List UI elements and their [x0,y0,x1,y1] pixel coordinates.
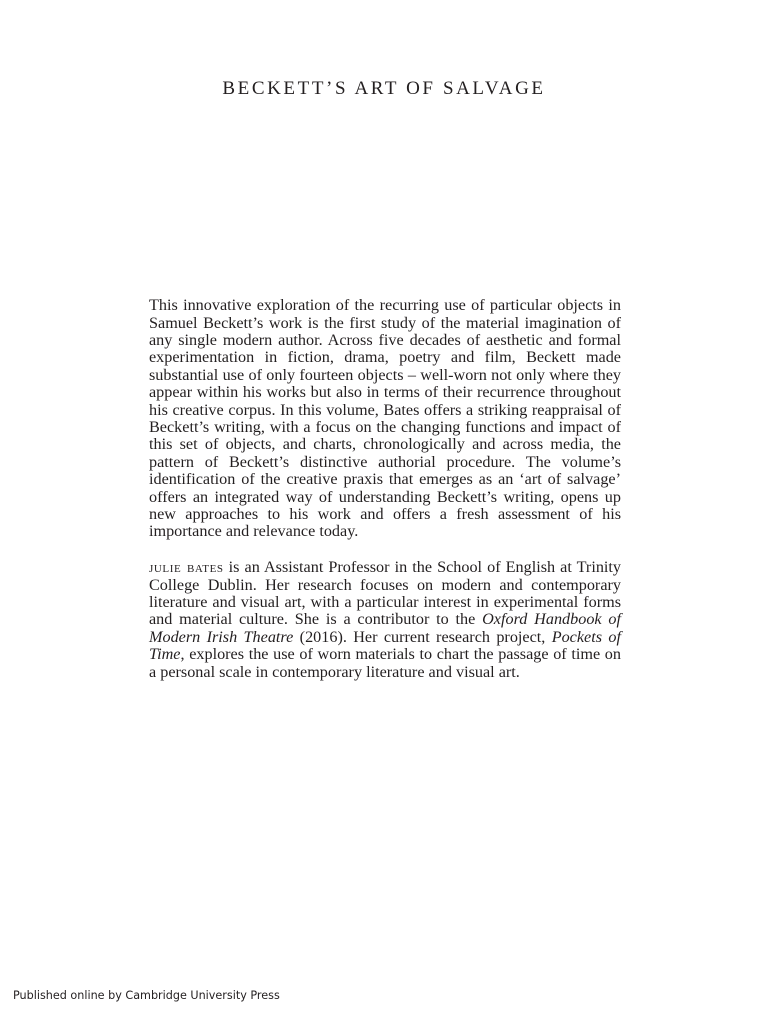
bio-text-part-2: (2016). Her current research project, [293,627,552,646]
book-title: BECKETT’S ART OF SALVAGE [222,78,546,99]
publisher-footer: Published online by Cambridge University Press [13,989,280,1002]
book-description: This innovative exploration of the recurring use of particular objects in Samuel Beckett’s work is the first study of the material imagination of any single modern author. Across five decades of aesthetic and formal experimentation in fiction, drama, poetry and film, Beckett made substantial use of only fourteen objects – well-worn not only where they appear within his works but also in terms of their recurrence throughout his creative corpus. In this volume, Bates offers a striking reappraisal of Beckett’s writing, with a focus on the changing functions and impact of this set of objects, and charts, chronologically and across media, the pattern of Beckett’s distinctive authorial procedure. The volume’s identification of the creative praxis that emerges as an ‘art of salvage’ offers an integrated way of understanding Beckett’s writing, opens up new approaches to his work and offers a fresh assessment of his importance and relevance today. [149,296,621,541]
bio-text-part-1: is an Assistant Professor in the School of English at Trinity College Dublin. Her research focuses on modern and contemporary literature and visual art, with a particular interest in experimental forms and material culture. She is a contributor to the [149,558,622,629]
author-name: julie bates [149,558,224,577]
author-bio [149,559,621,681]
handbook-title: Oxford Handbook of Modern Irish Theatre [149,610,621,646]
bio-text-part-3: , explores the use of worn materials to chart the passage of time on a personal scale in contemporary literature and visual art. [149,645,621,681]
project-title: Pockets of Time [149,627,621,664]
